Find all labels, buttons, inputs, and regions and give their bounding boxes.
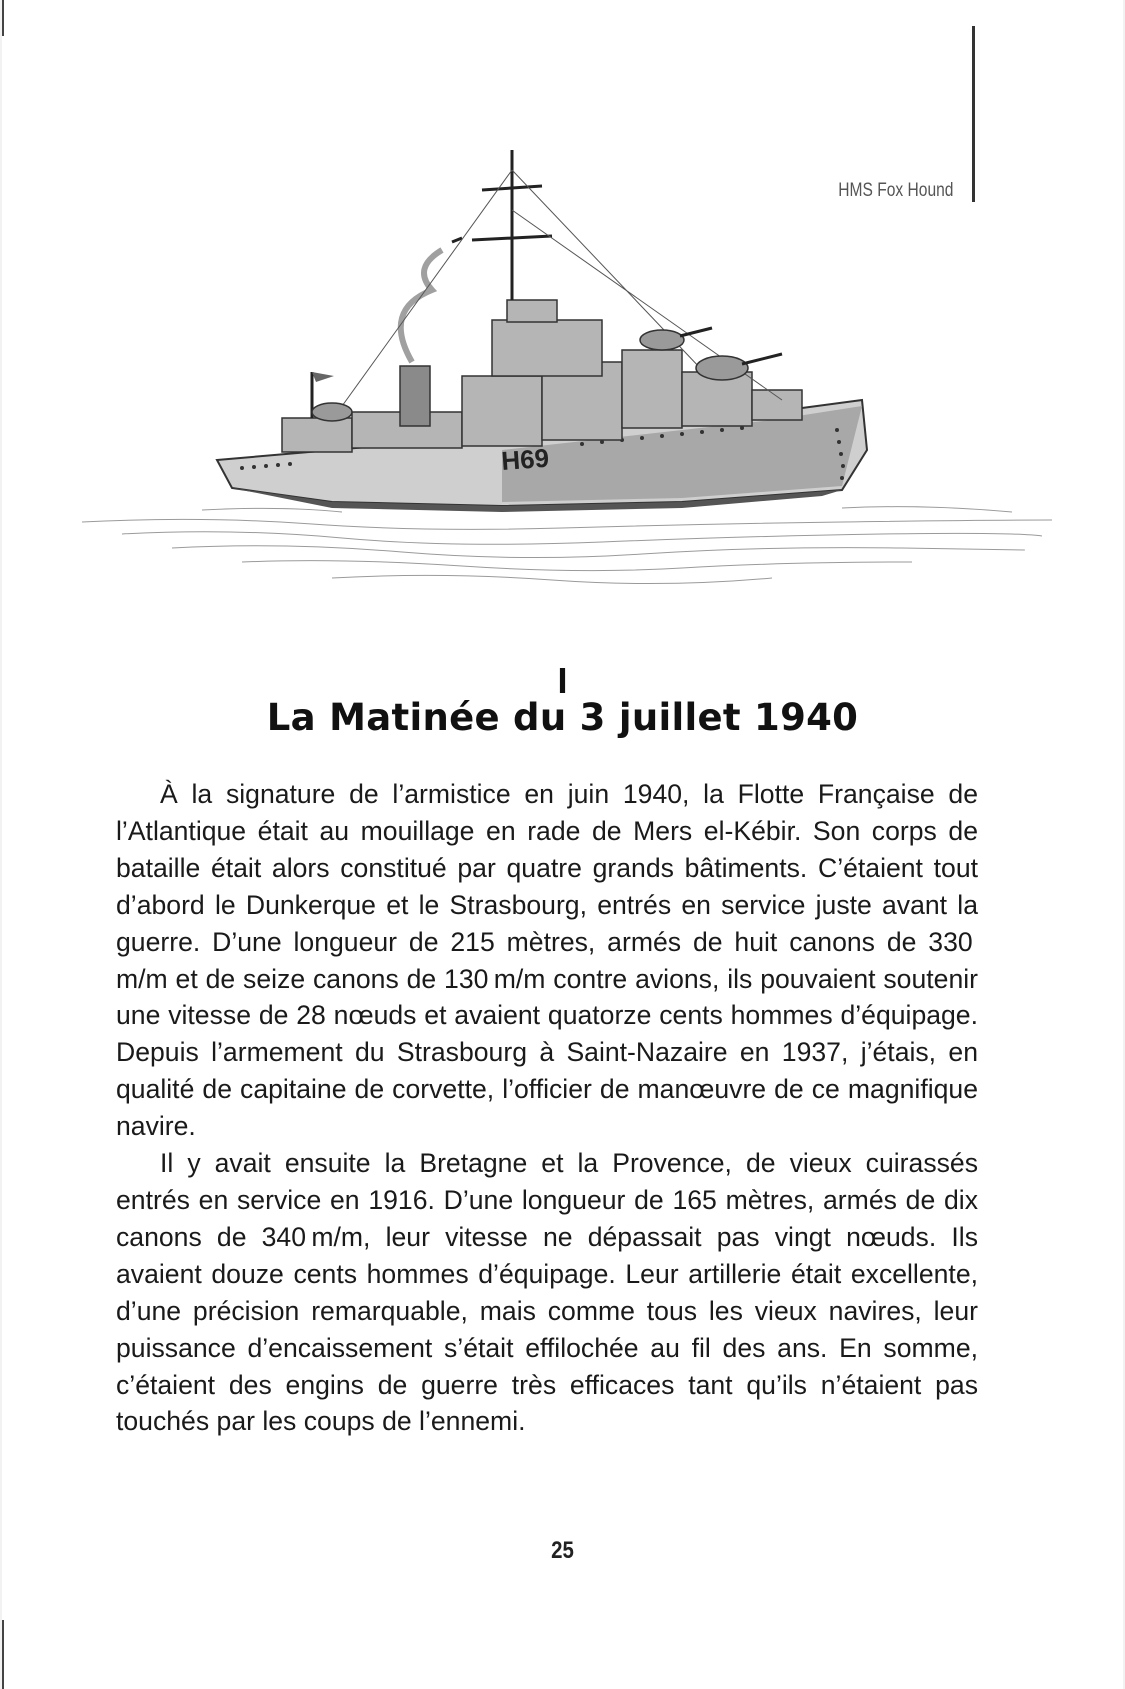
book-page	[2, 0, 1123, 1689]
page-number: 25	[551, 1537, 574, 1564]
sea-strokes	[82, 507, 1052, 584]
chapter-number: I	[557, 660, 568, 701]
funnel	[400, 366, 430, 426]
crop-mark-top-left	[2, 0, 4, 36]
chapter-body	[116, 776, 978, 1440]
destroyer-illustration	[82, 150, 1052, 630]
hull-number: H69	[500, 442, 551, 476]
chapter-title: La Matinée du 3 juillet 1940	[266, 696, 859, 739]
paragraph: À la signature de l’armistice en juin 1940, la Flotte Française de l’Atlantique était au mouillage en rade de Mers el-Kébir. Son corps de bataille était alors constitué par quatre grands bâtiments. C’étaient tout d’abord le Dunkerque et le Strasbourg, entrés en service juste avant la guerre. D’une longueur de 215 mètres, armés de huit canons de 330 m/m et de seize canons de 130 m/m contre avions, ils pouvaient soutenir une vitesse de 28 nœuds et avaient quatorze cents hommes d’équipage. Depuis l’armement du Strasbourg à Saint-Nazaire en 1937, j’étais, en qualité de capitaine de corvette, l’officier de manœuvre de ce magnifique navire.	[116, 779, 978, 1142]
crop-mark-bottom-left	[2, 1620, 4, 1689]
paragraph: Il y avait ensuite la Bretagne et la Provence, de vieux cuirassés entrés en service en 1916. D’une longueur de 165 mètres, armés de dix canons de 340 m/m, leur vitesse ne dépassait pas vingt nœuds. Ils avaient douze cents hommes d’équipage. Leur artillerie était excellente, d’une précision remarquable, mais comme tous les vieux navires, leur puissance d’encaissement s’était effilochée au fil des ans. En somme, c’étaient des engins de guerre très efficaces tant qu’ils n’étaient pas touchés par les coups de l’ennemi.	[116, 1148, 978, 1437]
running-head: HMS Fox Hound	[837, 180, 953, 201]
